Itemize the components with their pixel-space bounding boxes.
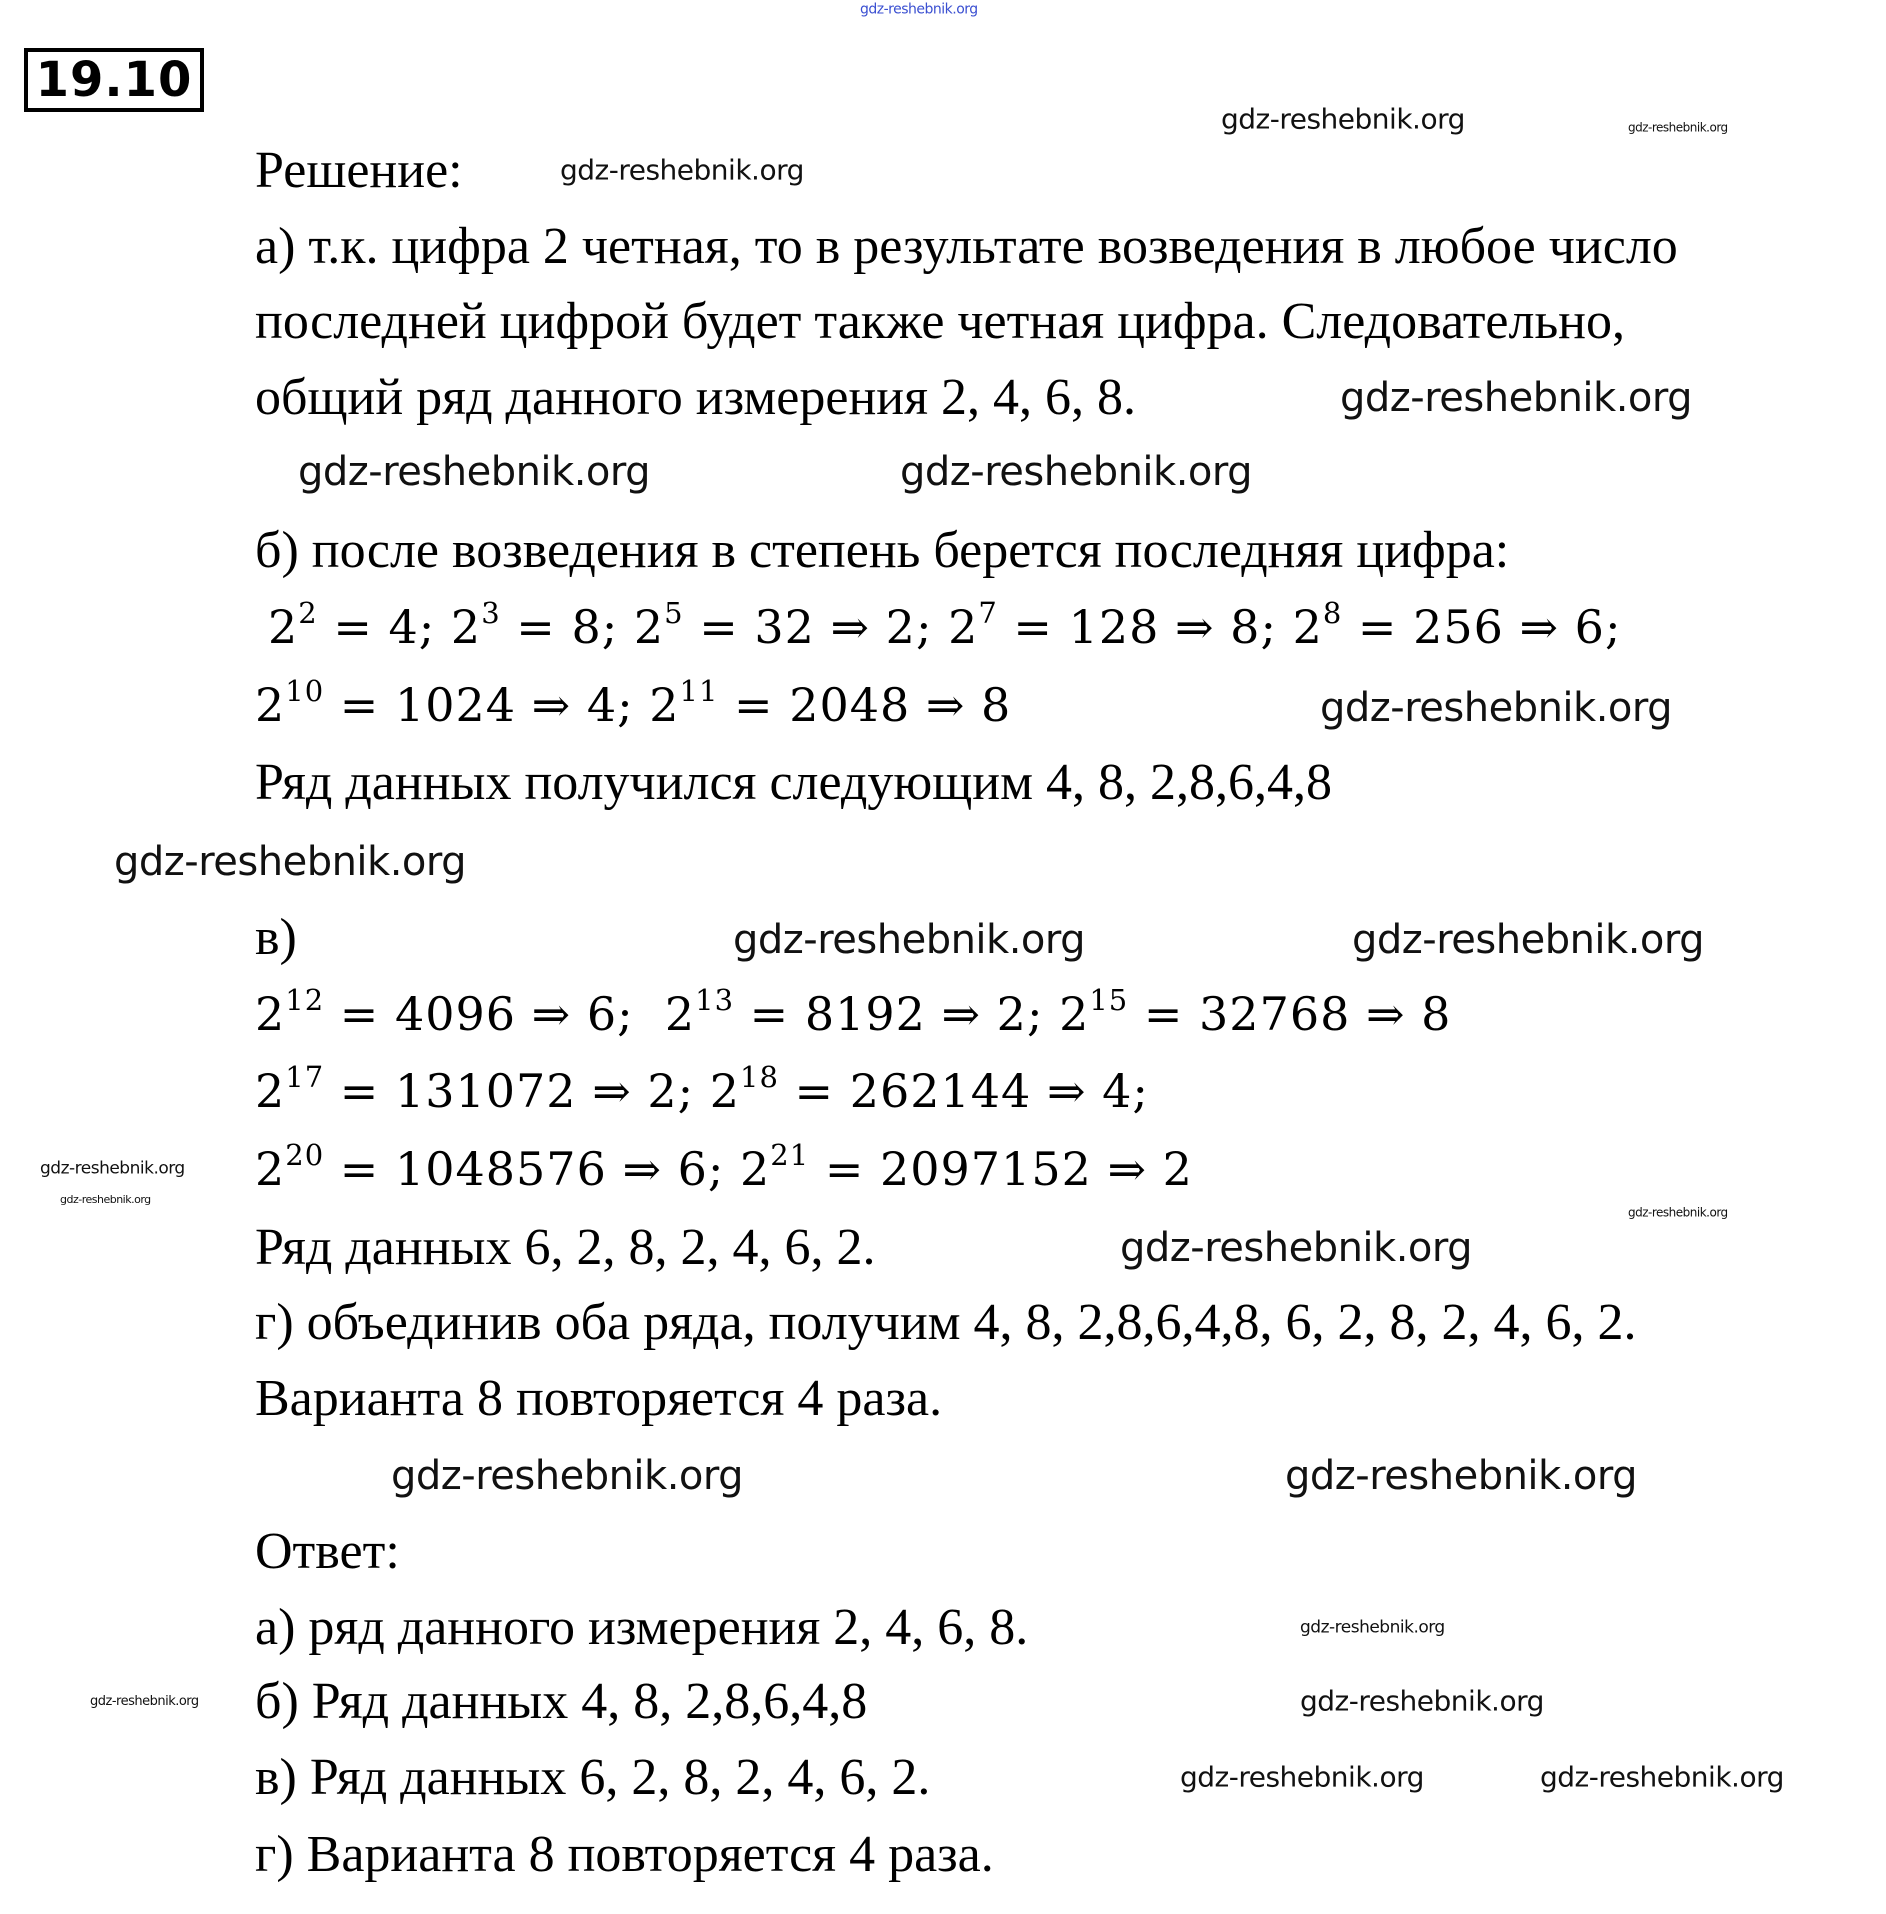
solution-a-line: общий ряд данного измерения 2, 4, 6, 8. <box>255 369 1137 426</box>
power-exponent: 5 <box>664 596 684 630</box>
solution-heading: Решение: <box>255 142 463 199</box>
watermark: gdz-reshebnik.org <box>114 839 467 885</box>
power-exponent: 7 <box>978 596 998 630</box>
power-base: 2 <box>1059 987 1090 1041</box>
watermark: gdz-reshebnik.org <box>60 1192 151 1206</box>
power-base: 2 <box>948 600 979 654</box>
power-exponent: 3 <box>481 596 501 630</box>
power-exponent: 12 <box>285 983 325 1017</box>
math-line <box>255 1140 1193 1198</box>
power-base: 2 <box>633 600 665 654</box>
watermark: gdz-reshebnik.org <box>1285 1453 1638 1499</box>
power-exponent: 15 <box>1089 983 1129 1017</box>
power-result: = 128 ⇒ 8; <box>997 600 1293 654</box>
power-result: = 32 ⇒ 2; <box>683 600 949 654</box>
answer-item: в) Ряд данных 6, 2, 8, 2, 4, 6, 2. <box>255 1749 931 1806</box>
power-result: = 1048576 ⇒ 6; <box>324 1142 741 1196</box>
power-base: 2 <box>709 1064 741 1118</box>
power-base: 2 <box>1292 600 1323 654</box>
solution-b-intro: б) после возведения в степень берется последняя цифра: <box>255 522 1510 579</box>
power-result: = 4; <box>317 600 451 654</box>
watermark: gdz-reshebnik.org <box>40 1158 185 1179</box>
power-result: = 2048 ⇒ 8 <box>718 678 1012 732</box>
watermark: gdz-reshebnik.org <box>1221 102 1465 136</box>
watermark: gdz-reshebnik.org <box>733 917 1086 963</box>
watermark: gdz-reshebnik.org <box>1340 375 1693 421</box>
watermark: gdz-reshebnik.org <box>1320 685 1673 731</box>
problem-number: 19.10 <box>24 48 204 112</box>
power-exponent: 13 <box>695 983 735 1017</box>
watermark: gdz-reshebnik.org <box>298 449 651 495</box>
solution-b-result: Ряд данных получился следующим 4, 8, 2,8,6,4,8 <box>255 754 1332 811</box>
solution-a-line: а) т.к. цифра 2 четная, то в результате возведения в любое число <box>255 218 1678 275</box>
watermark: gdz-reshebnik.org <box>1300 1684 1544 1718</box>
math-line <box>255 676 1011 734</box>
power-exponent: 20 <box>285 1138 325 1172</box>
power-result: = 256 ⇒ 6; <box>1342 600 1622 654</box>
solution-g-result: Варианта 8 повторяется 4 раза. <box>255 1370 943 1427</box>
watermark: gdz-reshebnik.org <box>900 449 1253 495</box>
answer-item: б) Ряд данных 4, 8, 2,8,6,4,8 <box>255 1673 868 1730</box>
power-result: = 32768 ⇒ 8 <box>1128 987 1452 1041</box>
watermark: gdz-reshebnik.org <box>860 1 978 18</box>
power-result: = 8; <box>500 600 634 654</box>
power-base: 2 <box>664 987 696 1041</box>
power-exponent: 18 <box>740 1060 779 1094</box>
power-result: = 8192 ⇒ 2; <box>734 987 1060 1041</box>
math-line <box>255 1062 1149 1120</box>
power-base: 2 <box>255 678 286 732</box>
watermark: gdz-reshebnik.org <box>560 153 804 187</box>
power-exponent: 17 <box>285 1060 325 1094</box>
answer-heading: Ответ: <box>255 1523 400 1580</box>
power-base: 2 <box>255 987 286 1041</box>
power-result: = 262144 ⇒ 4; <box>778 1064 1149 1118</box>
watermark: gdz-reshebnik.org <box>1300 1617 1445 1638</box>
solution-v-intro: в) <box>255 909 297 966</box>
power-base: 2 <box>268 600 299 654</box>
power-exponent: 2 <box>298 596 318 630</box>
power-exponent: 21 <box>770 1138 810 1172</box>
power-base: 2 <box>450 600 482 654</box>
power-result: = 131072 ⇒ 2; <box>324 1064 710 1118</box>
power-exponent: 8 <box>1322 596 1343 630</box>
watermark: gdz-reshebnik.org <box>90 1693 199 1709</box>
watermark: gdz-reshebnik.org <box>1540 1760 1784 1794</box>
watermark: gdz-reshebnik.org <box>1628 1205 1728 1220</box>
watermark: gdz-reshebnik.org <box>1120 1225 1473 1271</box>
watermark: gdz-reshebnik.org <box>1628 120 1728 135</box>
solution-v-result: Ряд данных 6, 2, 8, 2, 4, 6, 2. <box>255 1219 876 1276</box>
solution-a-line: последней цифрой будет также четная цифра. Следовательно, <box>255 293 1626 350</box>
power-result: = 1024 ⇒ 4; <box>324 678 650 732</box>
answer-item: а) ряд данного измерения 2, 4, 6, 8. <box>255 1599 1029 1656</box>
math-line <box>268 598 1621 656</box>
power-exponent: 10 <box>285 674 325 708</box>
answer-item: г) Варианта 8 повторяется 4 раза. <box>255 1826 994 1883</box>
watermark: gdz-reshebnik.org <box>391 1453 744 1499</box>
solution-g-line: г) объединив оба ряда, получим 4, 8, 2,8,6,4,8, 6, 2, 8, 2, 4, 6, 2. <box>255 1294 1637 1351</box>
power-result: = 4096 ⇒ 6; <box>324 987 665 1041</box>
power-base: 2 <box>255 1064 286 1118</box>
power-base: 2 <box>255 1142 286 1196</box>
math-line <box>255 985 1451 1043</box>
power-result: = 2097152 ⇒ 2 <box>809 1142 1193 1196</box>
power-base: 2 <box>649 678 680 732</box>
watermark: gdz-reshebnik.org <box>1180 1760 1424 1794</box>
power-exponent: 11 <box>679 674 719 708</box>
watermark: gdz-reshebnik.org <box>1352 917 1705 963</box>
power-base: 2 <box>740 1142 771 1196</box>
